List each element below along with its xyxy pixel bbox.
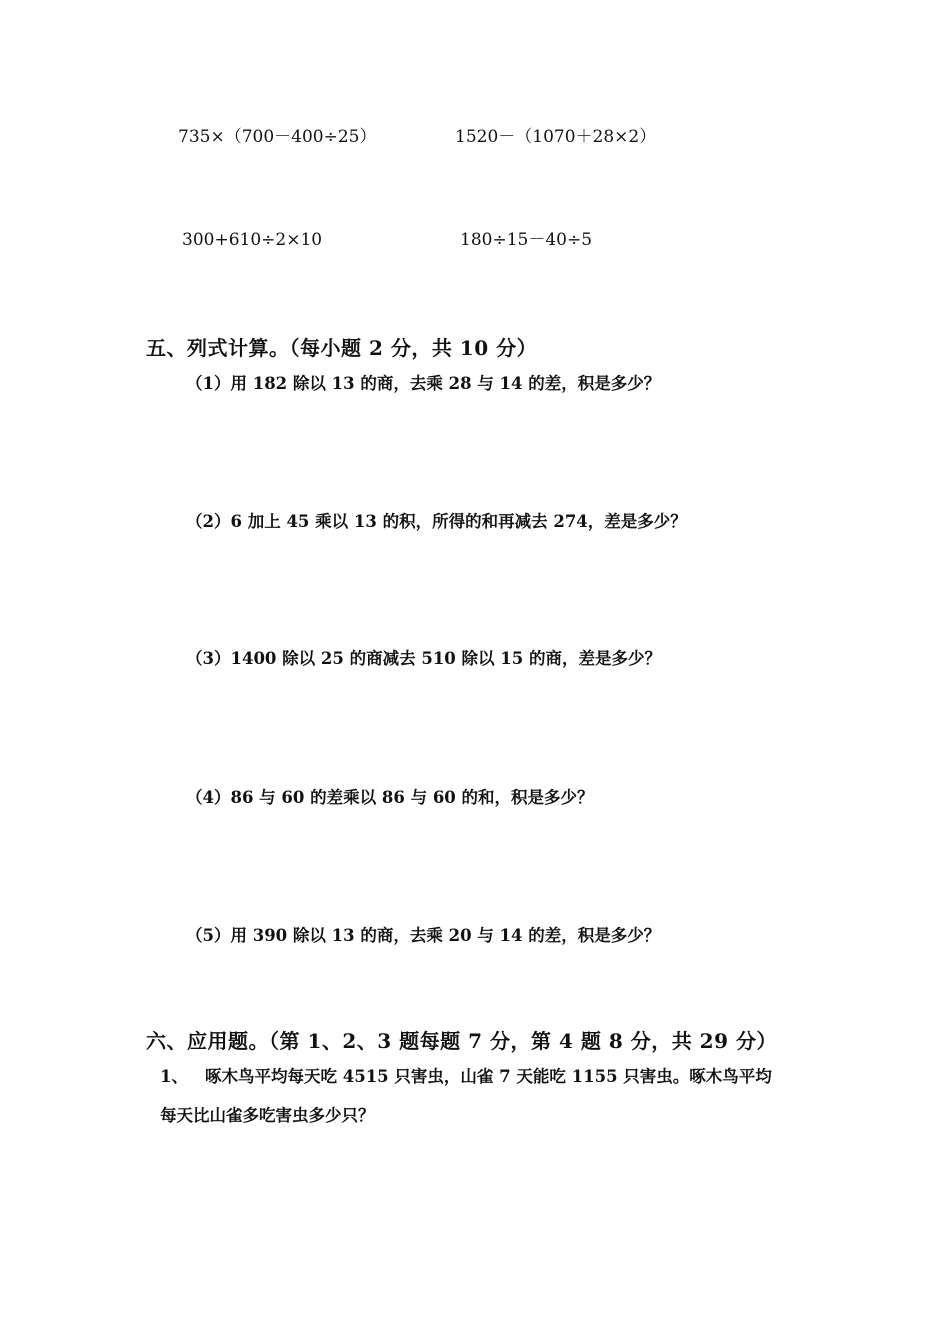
problem-text-line: 每天比山雀多吃害虫多少只？ [160, 1106, 375, 1125]
question-item: （5）用 390 除以 13 的商，去乘 20 与 14 的差，积是多少？ [186, 926, 661, 945]
calc-expression: 180÷15－40÷5 [460, 230, 593, 250]
question-item: （3）1400 除以 25 的商减去 510 除以 15 的商，差是多少？ [186, 649, 661, 668]
section-heading: 六、应用题。（第 1、2、3 题每题 7 分，第 4 题 8 分，共 29 分） [146, 1029, 777, 1053]
calc-expression: 300+610÷2×10 [182, 230, 323, 250]
question-item: （1）用 182 除以 13 的商，去乘 28 与 14 的差，积是多少？ [186, 374, 661, 393]
section-heading: 五、列式计算。（每小题 2 分，共 10 分） [146, 336, 538, 360]
question-item: （4）86 与 60 的差乘以 86 与 60 的和，积是多少？ [186, 788, 594, 807]
problem-text-line: 啄木鸟平均每天吃 4515 只害虫，山雀 7 天能吃 1155 只害虫。啄木鸟平均 [205, 1067, 772, 1086]
problem-number: 1、 [160, 1067, 188, 1086]
question-item: （2）6 加上 45 乘以 13 的积，所得的和再减去 274，差是多少？ [186, 512, 687, 531]
calc-expression: 1520－（1070＋28×2） [455, 127, 657, 147]
calc-expression: 735×（700－400÷25） [178, 127, 377, 147]
